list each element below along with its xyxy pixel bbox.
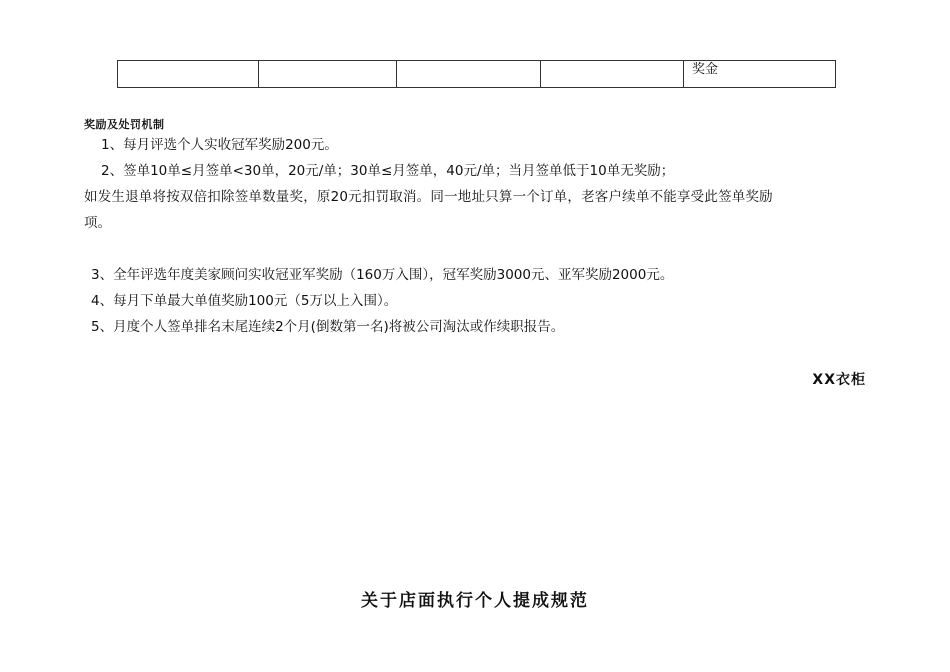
table-cell — [118, 61, 259, 88]
rule-item-2-tail: 项。 — [84, 215, 111, 231]
table-cell — [397, 61, 541, 88]
rule-item-4: 4、每月下单最大单值奖励100元（5万以上入围）。 — [91, 293, 398, 309]
page-title: 关于店面执行个人提成规范 — [361, 591, 589, 611]
rule-item-2: 2、签单10单≤月签单<30单，20元/单；30单≤月签单，40元/单；当月签单低于10单无奖励； — [101, 163, 675, 179]
rule-item-3: 3、全年评选年度美家顾问实收冠亚军奖励（160万入围），冠军奖励3000元、亚军奖励2000元。 — [91, 267, 674, 283]
table-cell — [541, 61, 684, 88]
rule-item-1: 1、每月评选个人实收冠军奖励200元。 — [101, 137, 338, 153]
table-row — [118, 61, 836, 88]
company-signature: XX衣柜 — [812, 372, 866, 388]
rule-item-5: 5、月度个人签单排名末尾连续2个月(倒数第一名)将被公司淘汰或作续职报告。 — [91, 319, 565, 335]
section-heading: 奖励及处罚机制 — [84, 118, 165, 131]
bonus-table — [117, 60, 836, 88]
table-cell — [259, 61, 397, 88]
table-cell-bonus: 奖金 — [684, 61, 836, 88]
rule-item-2-continued: 如发生退单将按双倍扣除签单数量奖，原20元扣罚取消。同一地址只算一个订单，老客户续单不能享受此签单奖励 — [84, 189, 773, 205]
